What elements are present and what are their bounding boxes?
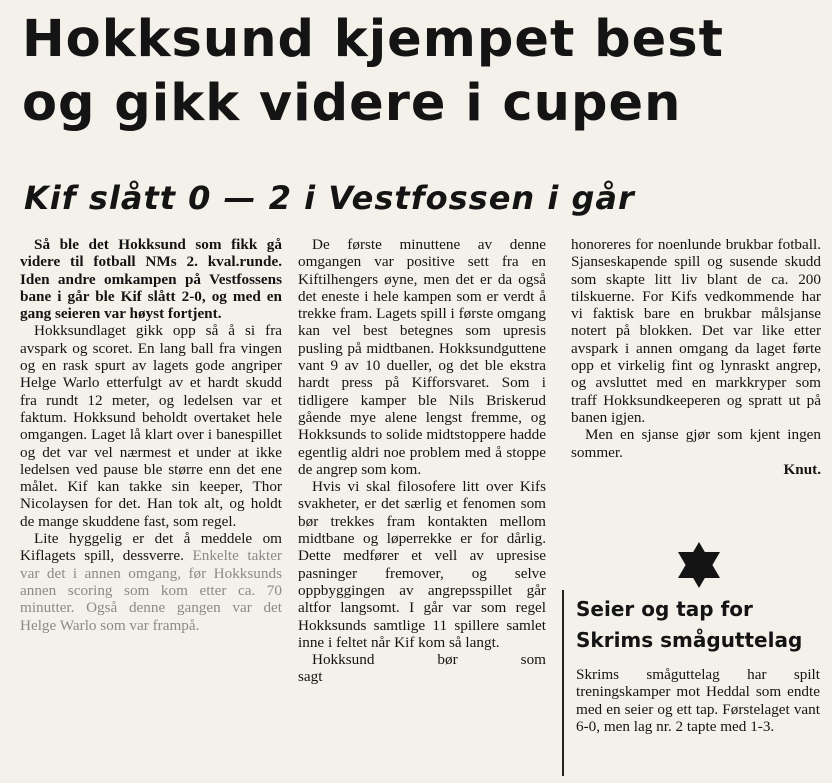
lead-paragraph: Så ble det Hokksund som fikk gå videre til fotball NMs 2. kval.runde. Iden andre omkampen på Vestfossens bane i går ble Kif slått 2-0, og med en gang seieren var høyst fortjent. <box>20 236 282 323</box>
body-paragraph: honoreres for noenlunde brukbar fotball. Sjanseskapende spill og susende skudd som skapte litt liv blant de ca. 200 tilskuerne. For Kifs vedkommende har vi faktisk bare en brukbar målsjanse notert på blokken. Det var like etter avspark i annen omgang da laget førte opp et virkelig fint og lynraskt angrep, og avsluttet med en markkryper som traff Hokksundkeeperen og spratt ut på banen igjen. <box>571 236 821 426</box>
sidebar-title: Seier og tap for Skrims småguttelag <box>576 597 803 652</box>
article-column-1 <box>20 236 282 634</box>
sidebar-box <box>562 590 826 776</box>
faded-text: Enkelte takter var det i annen omgang, før Hokksunds annen scoring som kom etter ca. 70 minutter. Også denne gangen var det Helge Warlo som var frampå. <box>20 547 282 634</box>
body-paragraph: Hvis vi skal filosofere litt over Kifs svakheter, er det særlig et fenomen som bør trekkes fram kontakten mellom midtbane og løperrekke er for dårlig. Dette medfører et vell av upresise pasninger fremover, og selve oppbyggingen av angrepsspillet går altfor langsomt. I går var som regel Hokksunds samtlige 11 spillere samlet inne i feltet når Kif kom så langt. <box>298 478 546 651</box>
sidebar-text: Skrims småguttelag har spilt treningskamper mot Heddal som endte med en seier og ett tap. Førstelaget vant 6-0, men lag nr. 2 tapte med 1-3. <box>576 666 820 735</box>
subheadline: Kif slått 0 — 2 i Vestfossen i går <box>24 179 635 217</box>
author-signature: Knut. <box>783 460 821 478</box>
body-paragraph: De første minuttene av denne omgangen var positive sett fra en Kiftilhengers øyne, men det er da også det eneste i hele kampen som er verdt å trekke fram. Lagets spill i første omgang kan vel best betegnes som upresis pusling på midtbanen. Hokksundguttene vant 9 av 10 dueller, og det ble ekstra hardt press på Kifforsvaret. Som i tidligere kamper ble Nils Briskerud gående mye alene lengst fremme, og Hokksunds to solide midtstoppere hadde egentlig aldri noe problem med å stoppe de angrep som kom. <box>298 236 546 478</box>
article-column-3 <box>571 236 821 478</box>
article-column-2 <box>298 236 546 686</box>
body-text: Lite hyggelig er det å meddele om Kiflagets spill, dessverre. <box>20 530 282 565</box>
body-paragraph <box>20 530 282 634</box>
headline <box>22 8 822 136</box>
body-paragraph: Hokksundlaget gikk opp så å si fra avspark og scoret. En lang ball fra vingen og en rask spurt av lagets gode angriper Helge Warlo etterfulgt av et hardt skudd fra rundt 12 meter, og ledelsen var et faktum. Hokksund beholdt overtaket hele omgangen. Laget lå klart over i banespillet og det var vel nærmest et under at ikke ledelsen ved pause ble større enn det ene målet. Kif kan takke sin keeper, Thor Nicolaysen for det. Han tok alt, og holdt de mange skuddene fast, som regel. <box>20 322 282 530</box>
headline-line-2: og gikk videre i cupen <box>22 74 682 133</box>
body-paragraph: Hokksund bør som sagt <box>298 651 546 686</box>
headline-line-1: Hokksund kjempet best <box>22 10 724 69</box>
body-paragraph: Men en sjanse gjør som kjent ingen sommer. <box>571 426 821 461</box>
star-icon <box>672 540 726 590</box>
